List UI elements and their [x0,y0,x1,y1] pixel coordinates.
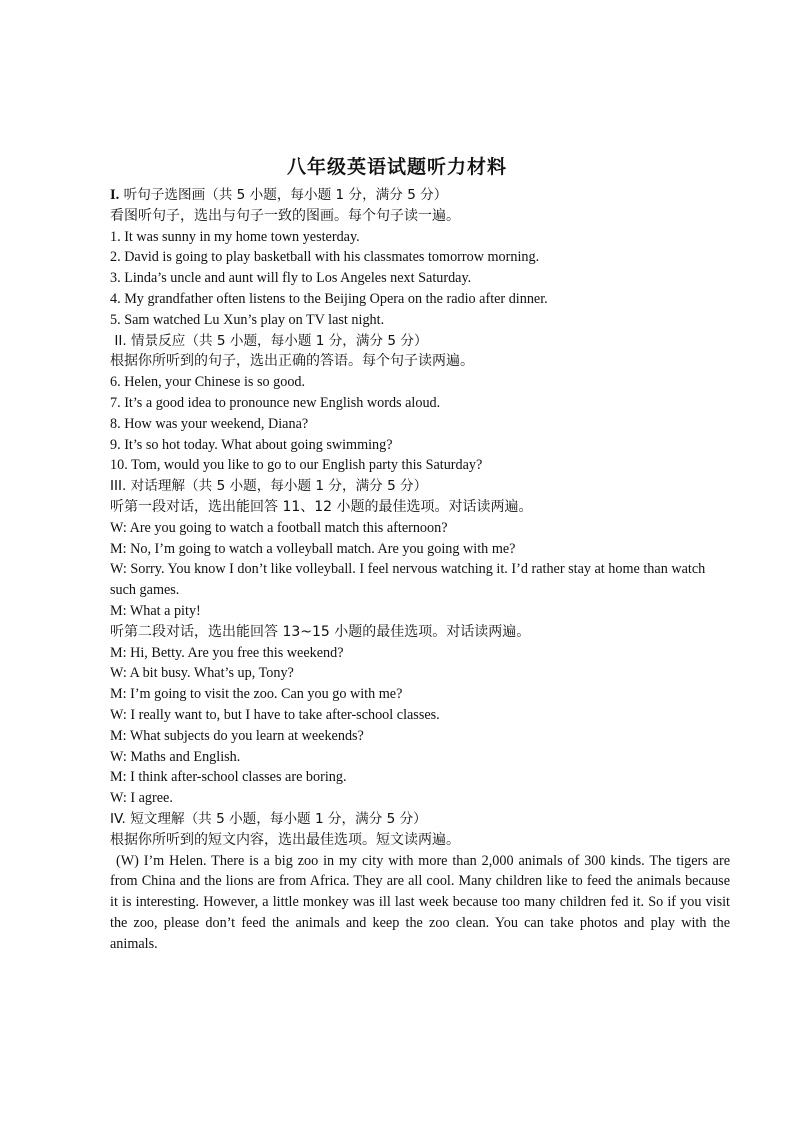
dialog-line: M: Hi, Betty. Are you free this weekend? [110,644,344,661]
dialog-line: W: Sorry. You know I don’t like volleyball. I feel nervous watching it. I’d rather stay at home than watch such games. [110,561,706,599]
section4-number: IV. [110,810,126,827]
passage-text: (W) I’m Helen. There is a big zoo in my city with more than 2,000 animals of 300 kinds. The tigers are from China and the lions are from Africa. They are all cool. Many children like to feed the animals because it is interesting. However, a little monkey was ill last week because too many children fed it. So if you visit the zoo, please don’t feed the animals and keep the zoo clean. You can take photos and play with the animals. [110,852,730,952]
list-item: 8. How was your weekend, Diana? [110,415,309,432]
dialog-line: M: What a pity! [110,602,201,619]
list-item: 10. Tom, would you like to go to our English party this Saturday? [110,457,483,474]
section2-items [110,372,730,476]
section1-heading [110,185,730,206]
section1-number: I. [110,187,120,203]
document-body [110,185,730,954]
document-title: 八年级英语试题听力材料 [286,156,507,178]
section2-heading [110,331,730,352]
section3-number: III. [110,478,127,495]
section3-title: 对话理解（共 5 小题，每小题 1 分，满分 5 分） [126,478,428,495]
section1-items [110,227,730,331]
list-item: 2. David is going to play basketball with his classmates tomorrow morning. [110,249,540,266]
list-item: 3. Linda’s uncle and aunt will fly to Los Angeles next Saturday. [110,270,472,287]
section1-instruction: 看图听句子，选出与句子一致的图画。每个句子读一遍。 [110,207,460,224]
passage [110,851,730,955]
dialog-line: M: What subjects do you learn at weekends? [110,727,364,744]
section2-number: II. [110,332,127,349]
list-item: 1. It was sunny in my home town yesterday. [110,228,360,245]
dialog1 [110,518,730,622]
dialog-line: W: Are you going to watch a football match this afternoon? [110,519,448,536]
section3-instruction2: 听第二段对话，选出能回答 13~15 小题的最佳选项。对话读两遍。 [110,623,531,640]
section2-instruction: 根据你所听到的句子，选出正确的答语。每个句子读两遍。 [110,353,474,370]
section4-instruction: 根据你所听到的短文内容，选出最佳选项。短文读两遍。 [110,831,460,848]
list-item: 7. It’s a good idea to pronounce new English words aloud. [110,394,441,411]
dialog-line: M: I think after-school classes are boring. [110,769,347,786]
dialog-line: W: Maths and English. [110,748,241,765]
list-item: 6. Helen, your Chinese is so good. [110,374,306,391]
section1-title: 听句子选图画（共 5 小题，每小题 1 分，满分 5 分） [119,187,448,203]
dialog2 [110,643,730,809]
section3-heading [110,476,730,497]
section4-title: 短文理解（共 5 小题，每小题 1 分，满分 5 分） [125,810,427,827]
section4-heading [110,809,730,830]
section2-title: 情景反应（共 5 小题，每小题 1 分，满分 5 分） [126,332,428,349]
dialog-line: W: I really want to, but I have to take after-school classes. [110,706,440,723]
dialog-line: M: No, I’m going to watch a volleyball match. Are you going with me? [110,540,516,557]
dialog-line: W: A bit busy. What’s up, Tony? [110,665,294,682]
list-item: 9. It’s so hot today. What about going swimming? [110,436,393,453]
list-item: 4. My grandfather often listens to the Beijing Opera on the radio after dinner. [110,290,548,307]
list-item: 5. Sam watched Lu Xun’s play on TV last night. [110,311,385,328]
dialog-line: W: I agree. [110,790,173,807]
dialog-line: M: I’m going to visit the zoo. Can you go with me? [110,686,403,703]
section3-instruction1: 听第一段对话，选出能回答 11、12 小题的最佳选项。对话读两遍。 [110,498,533,515]
